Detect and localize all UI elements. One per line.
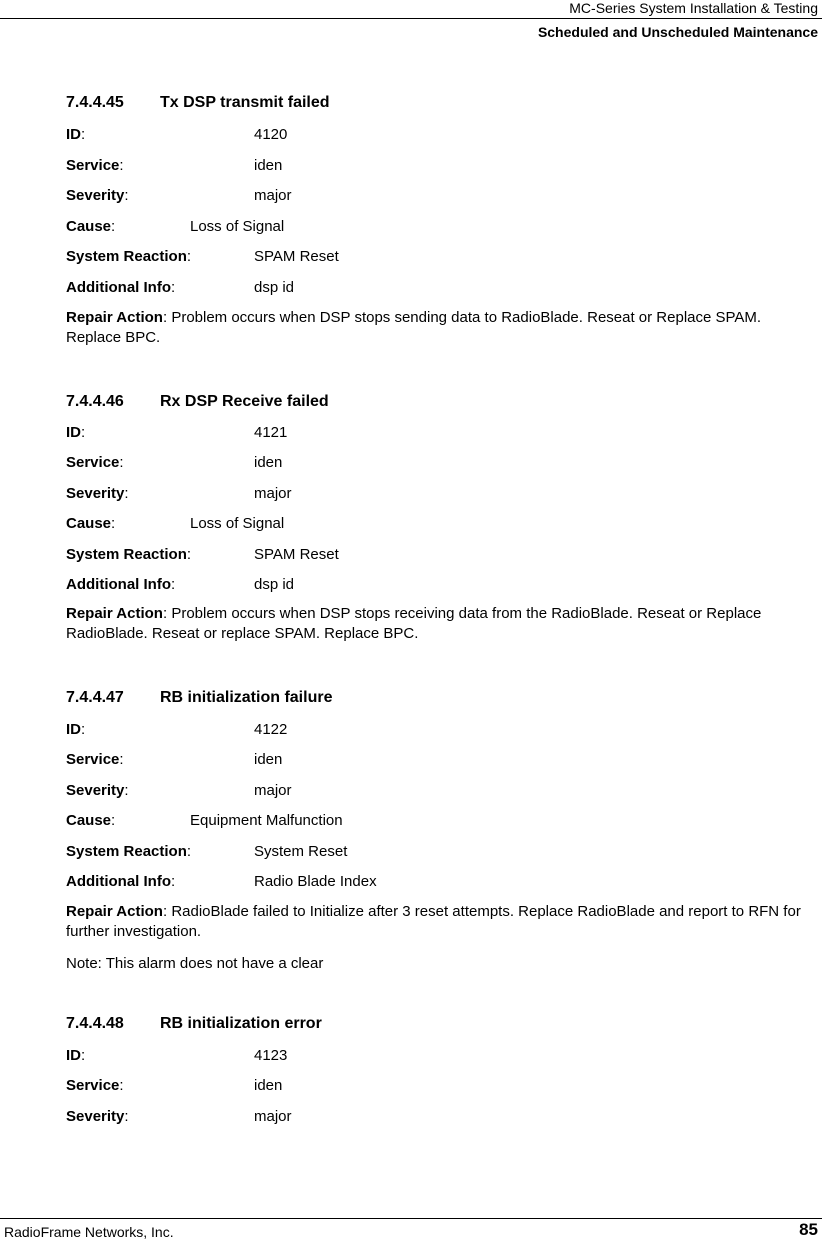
field-id: ID: 4121	[66, 424, 288, 441]
field-service: Service: iden	[66, 157, 283, 174]
running-header-chapter: Scheduled and Unscheduled Maintenance	[537, 24, 818, 40]
field-severity: Severity: major	[66, 485, 292, 502]
header-rule	[0, 18, 822, 19]
running-header-title: MC-Series System Installation & Testing	[569, 0, 818, 16]
field-id: ID: 4123	[66, 1047, 288, 1064]
page-number: 85	[799, 1220, 818, 1239]
field-cause: Cause: Loss of Signal	[66, 218, 285, 235]
field-id: ID: 4122	[66, 721, 288, 738]
field-service: Service: iden	[66, 1077, 283, 1094]
alarm-note: Note: This alarm does not have a clear	[66, 955, 324, 972]
field-repair-action: Repair Action: Problem occurs when DSP stops receiving data from the RadioBlade. Reseat or Replace RadioBlade. Reseat or replace SPAM. Replace BPC.	[66, 605, 762, 642]
field-additional-info: Additional Info: Radio Blade Index	[66, 873, 377, 890]
section-heading: 7.4.4.45 Tx DSP transmit failed	[66, 94, 330, 111]
field-service: Service: iden	[66, 454, 283, 471]
field-severity: Severity: major	[66, 1108, 292, 1125]
field-additional-info: Additional Info: dsp id	[66, 576, 295, 593]
field-id: ID: 4120	[66, 126, 288, 143]
section-heading: 7.4.4.48 RB initialization error	[66, 1015, 322, 1032]
footer-rule	[0, 1218, 822, 1219]
field-severity: Severity: major	[66, 187, 292, 204]
field-additional-info: Additional Info: dsp id	[66, 279, 295, 296]
field-repair-action: Repair Action: Problem occurs when DSP stops sending data to RadioBlade. Reseat or Replace SPAM. Replace BPC.	[66, 309, 762, 346]
field-system-reaction: System Reaction: SPAM Reset	[66, 248, 339, 265]
section-heading: 7.4.4.47 RB initialization failure	[66, 689, 333, 706]
field-severity: Severity: major	[66, 782, 292, 799]
field-cause: Cause: Loss of Signal	[66, 515, 285, 532]
field-service: Service: iden	[66, 751, 283, 768]
field-repair-action: Repair Action: RadioBlade failed to Initialize after 3 reset attempts. Replace RadioBlade and report to RFN for further investigation.	[66, 903, 801, 940]
section-heading: 7.4.4.46 Rx DSP Receive failed	[66, 393, 329, 410]
field-cause: Cause: Equipment Malfunction	[66, 812, 343, 829]
footer-company: RadioFrame Networks, Inc.	[4, 1224, 174, 1240]
field-system-reaction: System Reaction: System Reset	[66, 843, 348, 860]
field-system-reaction: System Reaction: SPAM Reset	[66, 546, 339, 563]
